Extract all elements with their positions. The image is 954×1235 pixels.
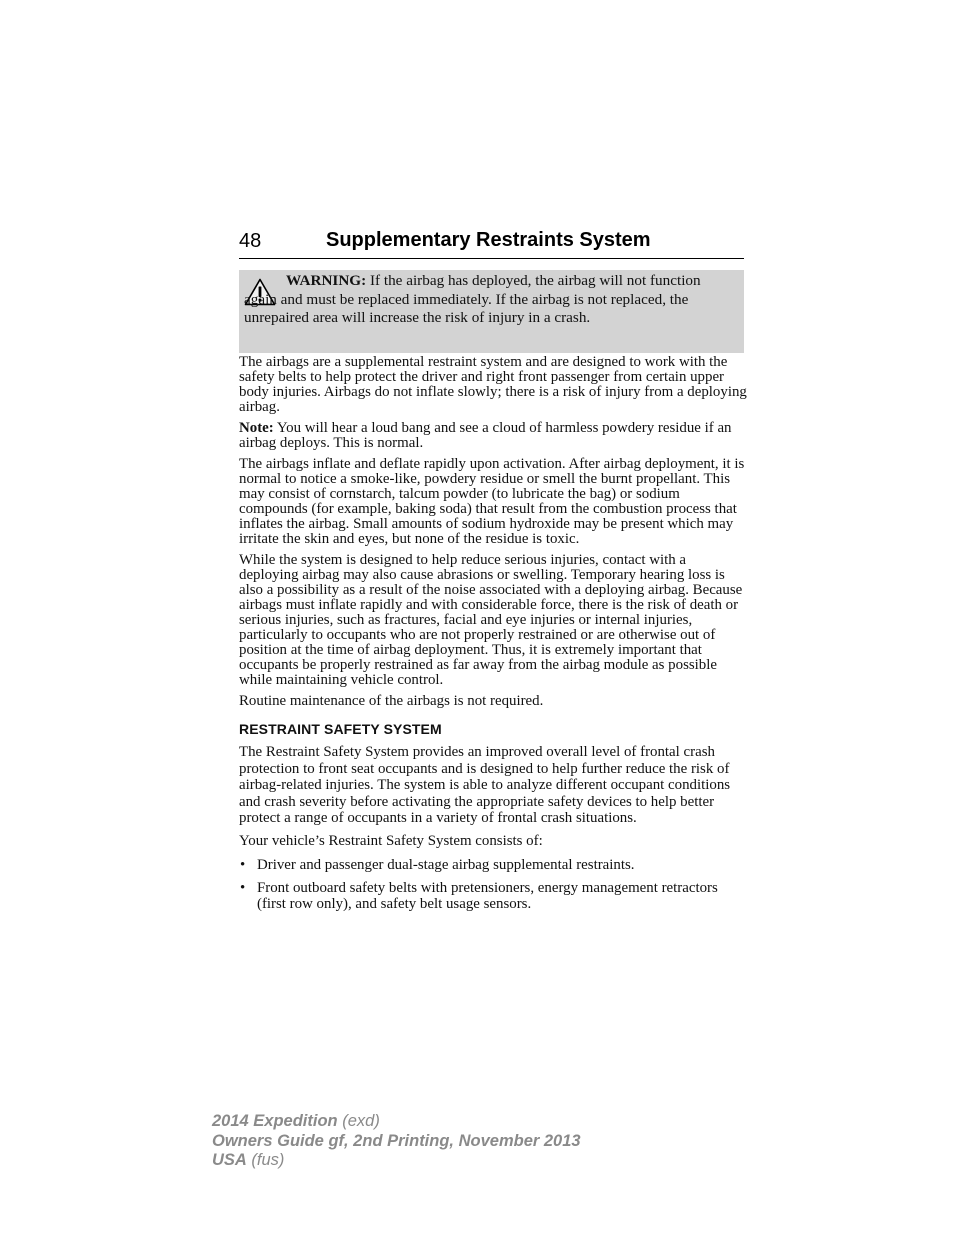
note-label: Note: <box>239 420 274 436</box>
page-footer <box>212 1112 581 1171</box>
paragraph-maintenance: Routine maintenance of the airbags is not required. <box>239 693 544 709</box>
list-item <box>239 880 747 913</box>
page-header <box>239 229 744 259</box>
note-text: You will hear a loud bang and see a cloud of harmless powdery residue if an airbag deploys. This is normal. <box>239 420 732 451</box>
restraint-components-list <box>239 857 747 913</box>
warning-label: WARNING: <box>286 272 367 289</box>
footer-market-line <box>212 1151 581 1171</box>
paragraph-restraint-intro: The Restraint Safety System provides an improved overall level of frontal crash protection to front seat occupants and is designed to help further reduce the risk of airbag-related injuries. The system is able to analyze different occupant conditions and crash severity before activating the appropriate safety devices to help better protect a range of occupants in a variety of frontal crash situations. <box>239 744 731 826</box>
paragraph-consists-of: Your vehicle’s Restraint Safety System consists of: <box>239 832 543 849</box>
bullet-icon: • <box>240 879 246 896</box>
list-item-text: Front outboard safety belts with pretensioners, energy management retractors (first row only), and safety belt usage sensors. <box>257 879 718 912</box>
warning-text <box>244 272 736 328</box>
list-item <box>239 857 747 874</box>
main-content <box>239 355 747 919</box>
note-paragraph <box>239 421 747 451</box>
section-title: Supplementary Restraints System <box>326 229 651 251</box>
list-item-text: Driver and passenger dual-stage airbag supplemental restraints. <box>257 857 635 873</box>
footer-market-code: (fus) <box>246 1151 285 1169</box>
bullet-icon: • <box>240 857 246 873</box>
paragraph-inflate-deflate: The airbags inflate and deflate rapidly upon activation. After airbag deployment, it is normal to notice a smoke-like, powdery residue or smell the burnt propellant. This may consist of cornstarch, talcum powder (to lubricate the bag) or sodium compounds (for example, baking soda) that result from the combustion process that inflates the airbag. Small amounts of sodium hydroxide may be present which may irritate the skin and eyes, but none of the residue is toxic. <box>239 456 745 547</box>
paragraph-airbags-supplemental: The airbags are a supplemental restraint system and are designed to work with the safety belts to help protect the driver and right front passenger from certain upper body injuries. Airbags do not inflate slowly; there is a risk of injury from a deploying airbag. <box>239 354 747 415</box>
footer-model-line <box>212 1112 581 1132</box>
footer-market: USA <box>212 1151 247 1169</box>
warning-box <box>239 270 744 353</box>
footer-guide-line: Owners Guide gf, 2nd Printing, November 2013 <box>212 1131 581 1150</box>
paragraph-injury-risk: While the system is designed to help reduce serious injuries, contact with a deploying airbag may also cause abrasions or swelling. Temporary hearing loss is also a possibility as a result of the noise associated with a deploying airbag. Because airbags must inflate rapidly and with considerable force, there is the risk of death or serious injuries, such as fractures, facial and eye injuries or internal injuries, particularly to occupants who are not properly restrained or are otherwise out of position at the time of airbag deployment. Thus, it is extremely important that occupants be properly restrained as far away from the airbag module as possible while maintaining vehicle control. <box>239 552 743 688</box>
footer-model: 2014 Expedition <box>212 1112 338 1130</box>
restraint-safety-heading: RESTRAINT SAFETY SYSTEM <box>239 721 442 737</box>
footer-model-code: (exd) <box>337 1112 380 1130</box>
warning-body: If the airbag has deployed, the airbag will not function again and must be replaced immediately. If the airbag is not replaced, the unrepaired area will increase the risk of injury in a crash. <box>244 272 701 327</box>
page-number: 48 <box>239 230 262 252</box>
